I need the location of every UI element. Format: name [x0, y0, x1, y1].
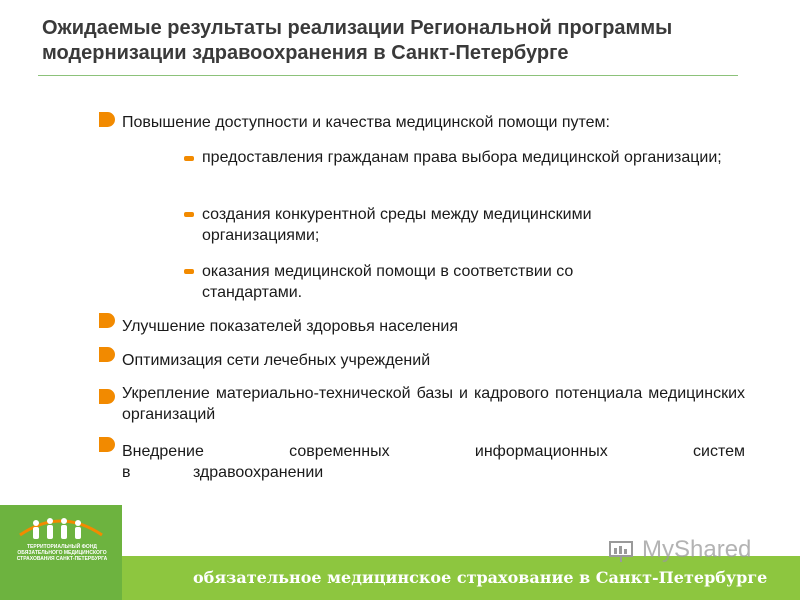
- presentation-icon: [608, 540, 638, 564]
- list-item: Оптимизация сети лечебных учреждений: [122, 352, 431, 369]
- sub-bullet-marker-icon: [184, 156, 194, 161]
- bullet-marker-icon: [99, 389, 115, 404]
- bullet-marker-icon: [99, 347, 115, 362]
- watermark: MyShared: [642, 536, 752, 563]
- title-divider: [38, 75, 738, 76]
- list-item: оказания медицинской помощи в соответствии со стандартами.: [202, 263, 574, 301]
- footer-tagline: обязательное медицинское страхование в Санкт-Петербурге: [193, 568, 768, 587]
- sub-bullet-marker-icon: [184, 269, 194, 274]
- bullet-marker-icon: [99, 313, 115, 328]
- list-item: Укрепление материально-технической базы и кадрового потенциала медицинских организаций: [122, 385, 745, 423]
- logo-caption: ТЕРРИТОРИАЛЬНЫЙ ФОНД ОБЯЗАТЕЛЬНОГО МЕДИЦИНСКОГО СТРАХОВАНИЯ САНКТ-ПЕТЕРБУРГА: [16, 544, 108, 562]
- bullet-marker-icon: [99, 437, 115, 452]
- list-item: Внедрение современных информационных систем в здравоохранении: [122, 443, 745, 481]
- list-item: предоставления гражданам права выбора медицинской организации;: [202, 149, 722, 166]
- list-item: создания конкурентной среды между медицинскими организациями;: [202, 206, 592, 244]
- list-item: Улучшение показателей здоровья населения: [122, 318, 458, 335]
- slide-title: Ожидаемые результаты реализации Региональной программы модернизации здравоохранения в Санкт-Петербурге: [42, 17, 673, 64]
- list-item: Повышение доступности и качества медицинской помощи путем:: [122, 114, 610, 131]
- sub-bullet-marker-icon: [184, 212, 194, 217]
- bullet-marker-icon: [99, 112, 115, 127]
